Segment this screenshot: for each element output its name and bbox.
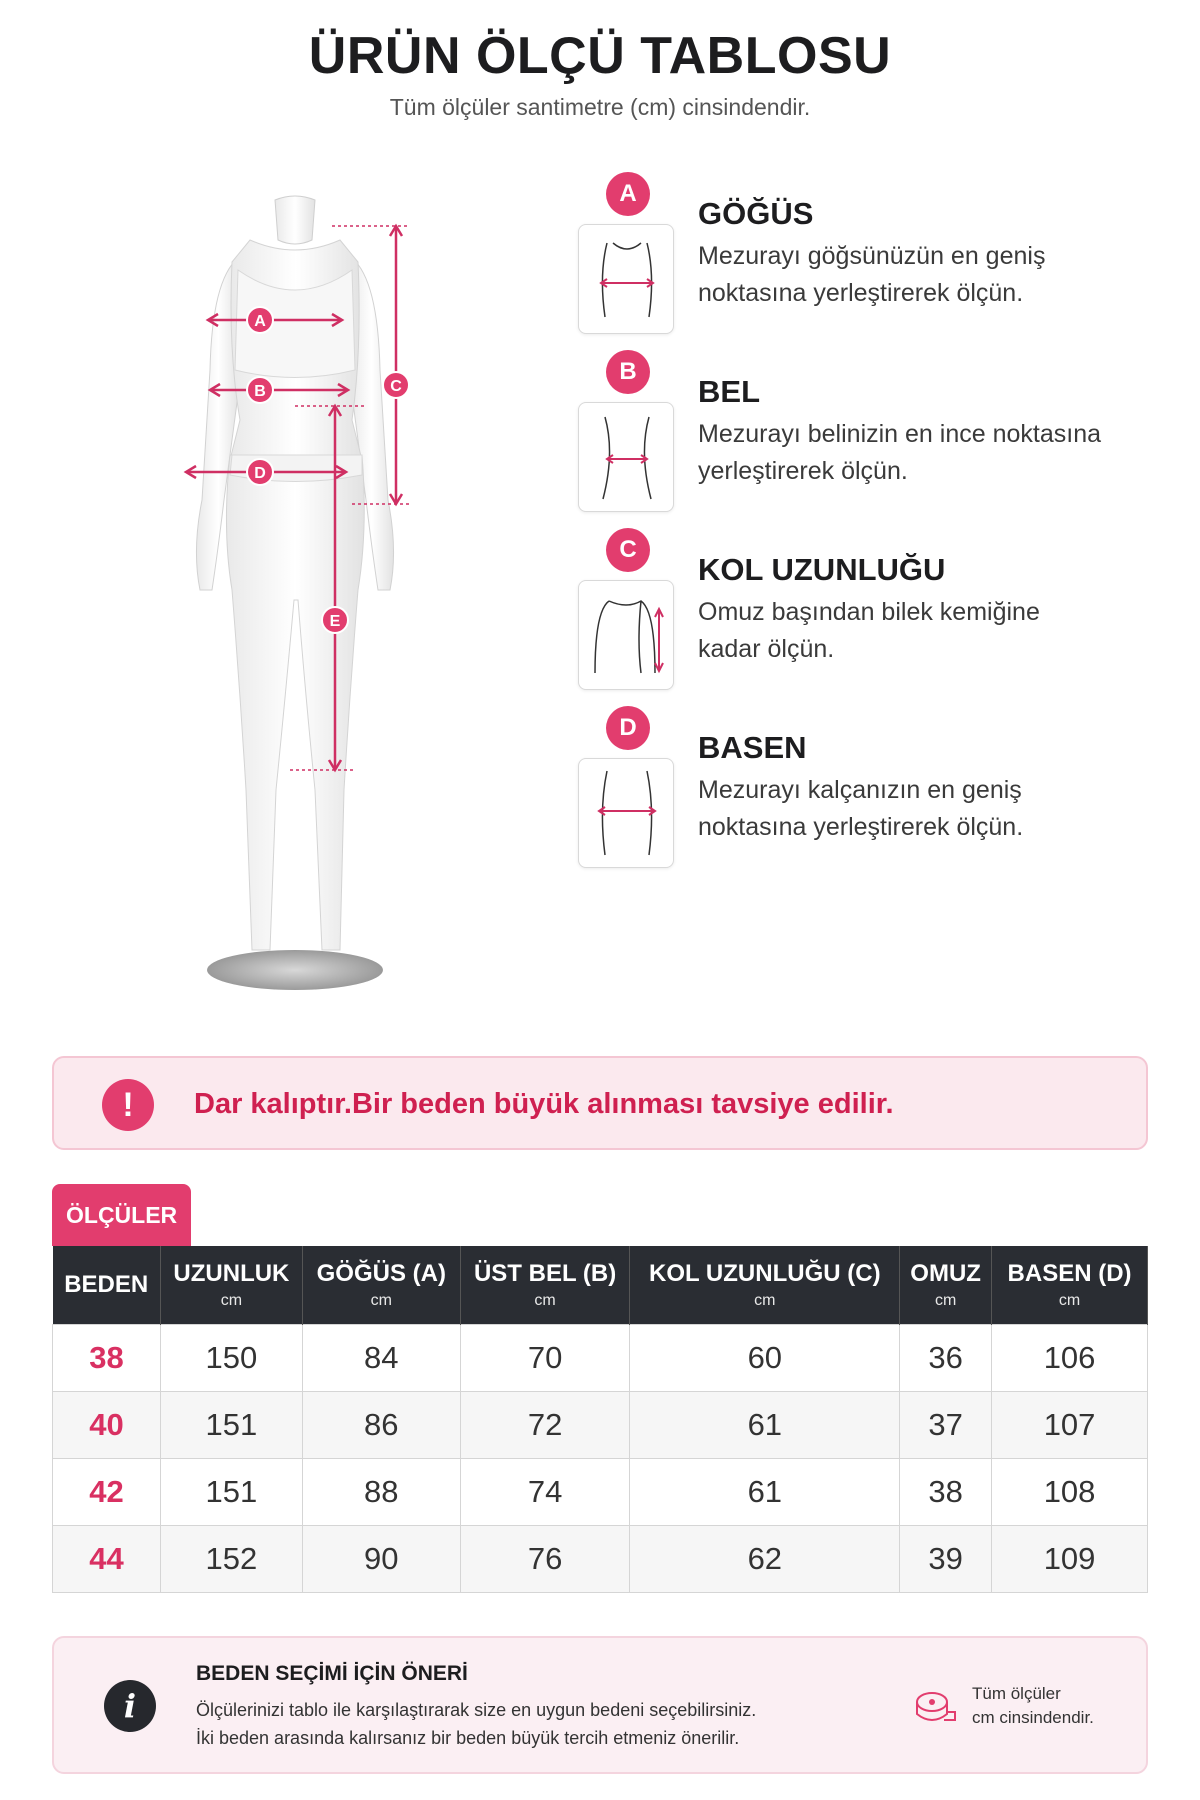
legend-item-sleeve [578, 526, 1178, 704]
table-row [53, 1458, 1148, 1525]
tip-title: BEDEN SEÇİMİ İÇİN ÖNERİ [196, 1662, 468, 1685]
col-header-sleeve: KOL UZUNLUĞU (C) cm [630, 1246, 900, 1324]
legend-title-hip: BASEN [698, 730, 807, 765]
table-row [53, 1324, 1148, 1391]
col-header-waist: ÜST BEL (B) cm [460, 1246, 630, 1324]
legend-desc-line: Omuz başından bilek kemiğine [698, 598, 1040, 626]
size-cell: 42 [53, 1458, 161, 1525]
page-subtitle: Tüm ölçüler santimetre (cm) cinsindendir. [389, 94, 811, 120]
table-cell: 150 [160, 1324, 302, 1391]
table-cell: 107 [992, 1391, 1148, 1458]
marker-b-label: B [254, 383, 266, 400]
table-cell: 38 [900, 1458, 992, 1525]
exclamation-icon: ! [102, 1079, 154, 1131]
table-cell: 62 [630, 1525, 900, 1592]
table-row [53, 1391, 1148, 1458]
info-icon: i [104, 1680, 156, 1732]
table-cell: 39 [900, 1525, 992, 1592]
table-cell: 61 [630, 1458, 900, 1525]
fit-warning-text: Dar kalıptır.Bir beden büyük alınması tavsiye edilir. [194, 1088, 894, 1120]
legend-desc-line: kadar ölçün. [698, 635, 835, 663]
legend-item-chest [578, 170, 1178, 348]
size-cell: 44 [53, 1525, 161, 1592]
table-cell: 61 [630, 1391, 900, 1458]
measuring-tape-icon [914, 1688, 956, 1733]
table-cell: 37 [900, 1391, 992, 1458]
table-cell: 88 [302, 1458, 460, 1525]
size-table [52, 1246, 1148, 1593]
legend-desc-chest [698, 238, 1168, 312]
size-cell: 38 [53, 1324, 161, 1391]
col-header-size: BEDEN [53, 1246, 161, 1324]
table-cell: 151 [160, 1391, 302, 1458]
table-cell: 72 [460, 1391, 630, 1458]
table-cell: 151 [160, 1458, 302, 1525]
legend-desc-line: Mezurayı belinizin en ince noktasına [698, 420, 1102, 448]
tip-line: Ölçülerinizi tablo ile karşılaştırarak size en uygun bedeni seçebilirsiniz. [196, 1700, 757, 1720]
badge-d: D [606, 706, 650, 750]
waist-thumbnail-icon [578, 402, 674, 512]
badge-a: A [606, 172, 650, 216]
tip-line: İki beden arasında kalırsanız bir beden büyük tercih etmeniz önerilir. [196, 1728, 740, 1748]
legend-title-sleeve: KOL UZUNLUĞU [698, 552, 946, 587]
col-header-shoulder: OMUZ cm [900, 1246, 992, 1324]
table-cell: 84 [302, 1324, 460, 1391]
table-cell: 109 [992, 1525, 1148, 1592]
table-cell: 90 [302, 1525, 460, 1592]
size-cell: 40 [53, 1391, 161, 1458]
col-header-hip: BASEN (D) cm [992, 1246, 1148, 1324]
legend-item-waist [578, 348, 1178, 526]
legend-desc-line: noktasına yerleştirerek ölçün. [698, 279, 1024, 307]
legend-desc-line: Mezurayı göğsünüzün en geniş [698, 242, 1046, 270]
hip-thumbnail-icon [578, 758, 674, 868]
measurements-tab: ÖLÇÜLER [52, 1184, 191, 1246]
table-cell: 152 [160, 1525, 302, 1592]
table-row [53, 1525, 1148, 1592]
marker-c-label: C [390, 378, 402, 395]
tip-note: Tüm ölçüler [972, 1684, 1061, 1703]
size-tip-box [52, 1636, 1148, 1774]
legend-desc-line: noktasına yerleştirerek ölçün. [698, 813, 1024, 841]
legend-item-hip [578, 704, 1178, 882]
table-header-row [53, 1246, 1148, 1324]
measurement-legend [578, 170, 1178, 882]
table-cell: 86 [302, 1391, 460, 1458]
table-cell: 108 [992, 1458, 1148, 1525]
tip-note: cm cinsindendir. [972, 1708, 1094, 1727]
table-cell: 74 [460, 1458, 630, 1525]
chest-thumbnail-icon [578, 224, 674, 334]
legend-desc-line: Mezurayı kalçanızın en geniş [698, 776, 1022, 804]
page-title: ÜRÜN ÖLÇÜ TABLOSU [308, 27, 892, 85]
marker-a-label: A [254, 313, 266, 330]
table-cell: 106 [992, 1324, 1148, 1391]
badge-c: C [606, 528, 650, 572]
table-cell: 36 [900, 1324, 992, 1391]
col-header-chest: GÖĞÜS (A) cm [302, 1246, 460, 1324]
legend-desc-hip [698, 772, 1168, 846]
table-cell: 70 [460, 1324, 630, 1391]
badge-b: B [606, 350, 650, 394]
col-header-length: UZUNLUK cm [160, 1246, 302, 1324]
mannequin-figure [100, 170, 500, 1000]
legend-desc-waist [698, 416, 1168, 490]
legend-title-chest: GÖĞÜS [698, 196, 814, 231]
legend-desc-sleeve [698, 594, 1168, 668]
marker-d-label: D [254, 465, 266, 482]
legend-title-waist: BEL [698, 374, 760, 409]
table-cell: 76 [460, 1525, 630, 1592]
legend-desc-line: yerleştirerek ölçün. [698, 457, 908, 485]
table-cell: 60 [630, 1324, 900, 1391]
sleeve-thumbnail-icon [578, 580, 674, 690]
marker-e-label: E [329, 613, 341, 630]
fit-warning-banner [52, 1056, 1148, 1150]
